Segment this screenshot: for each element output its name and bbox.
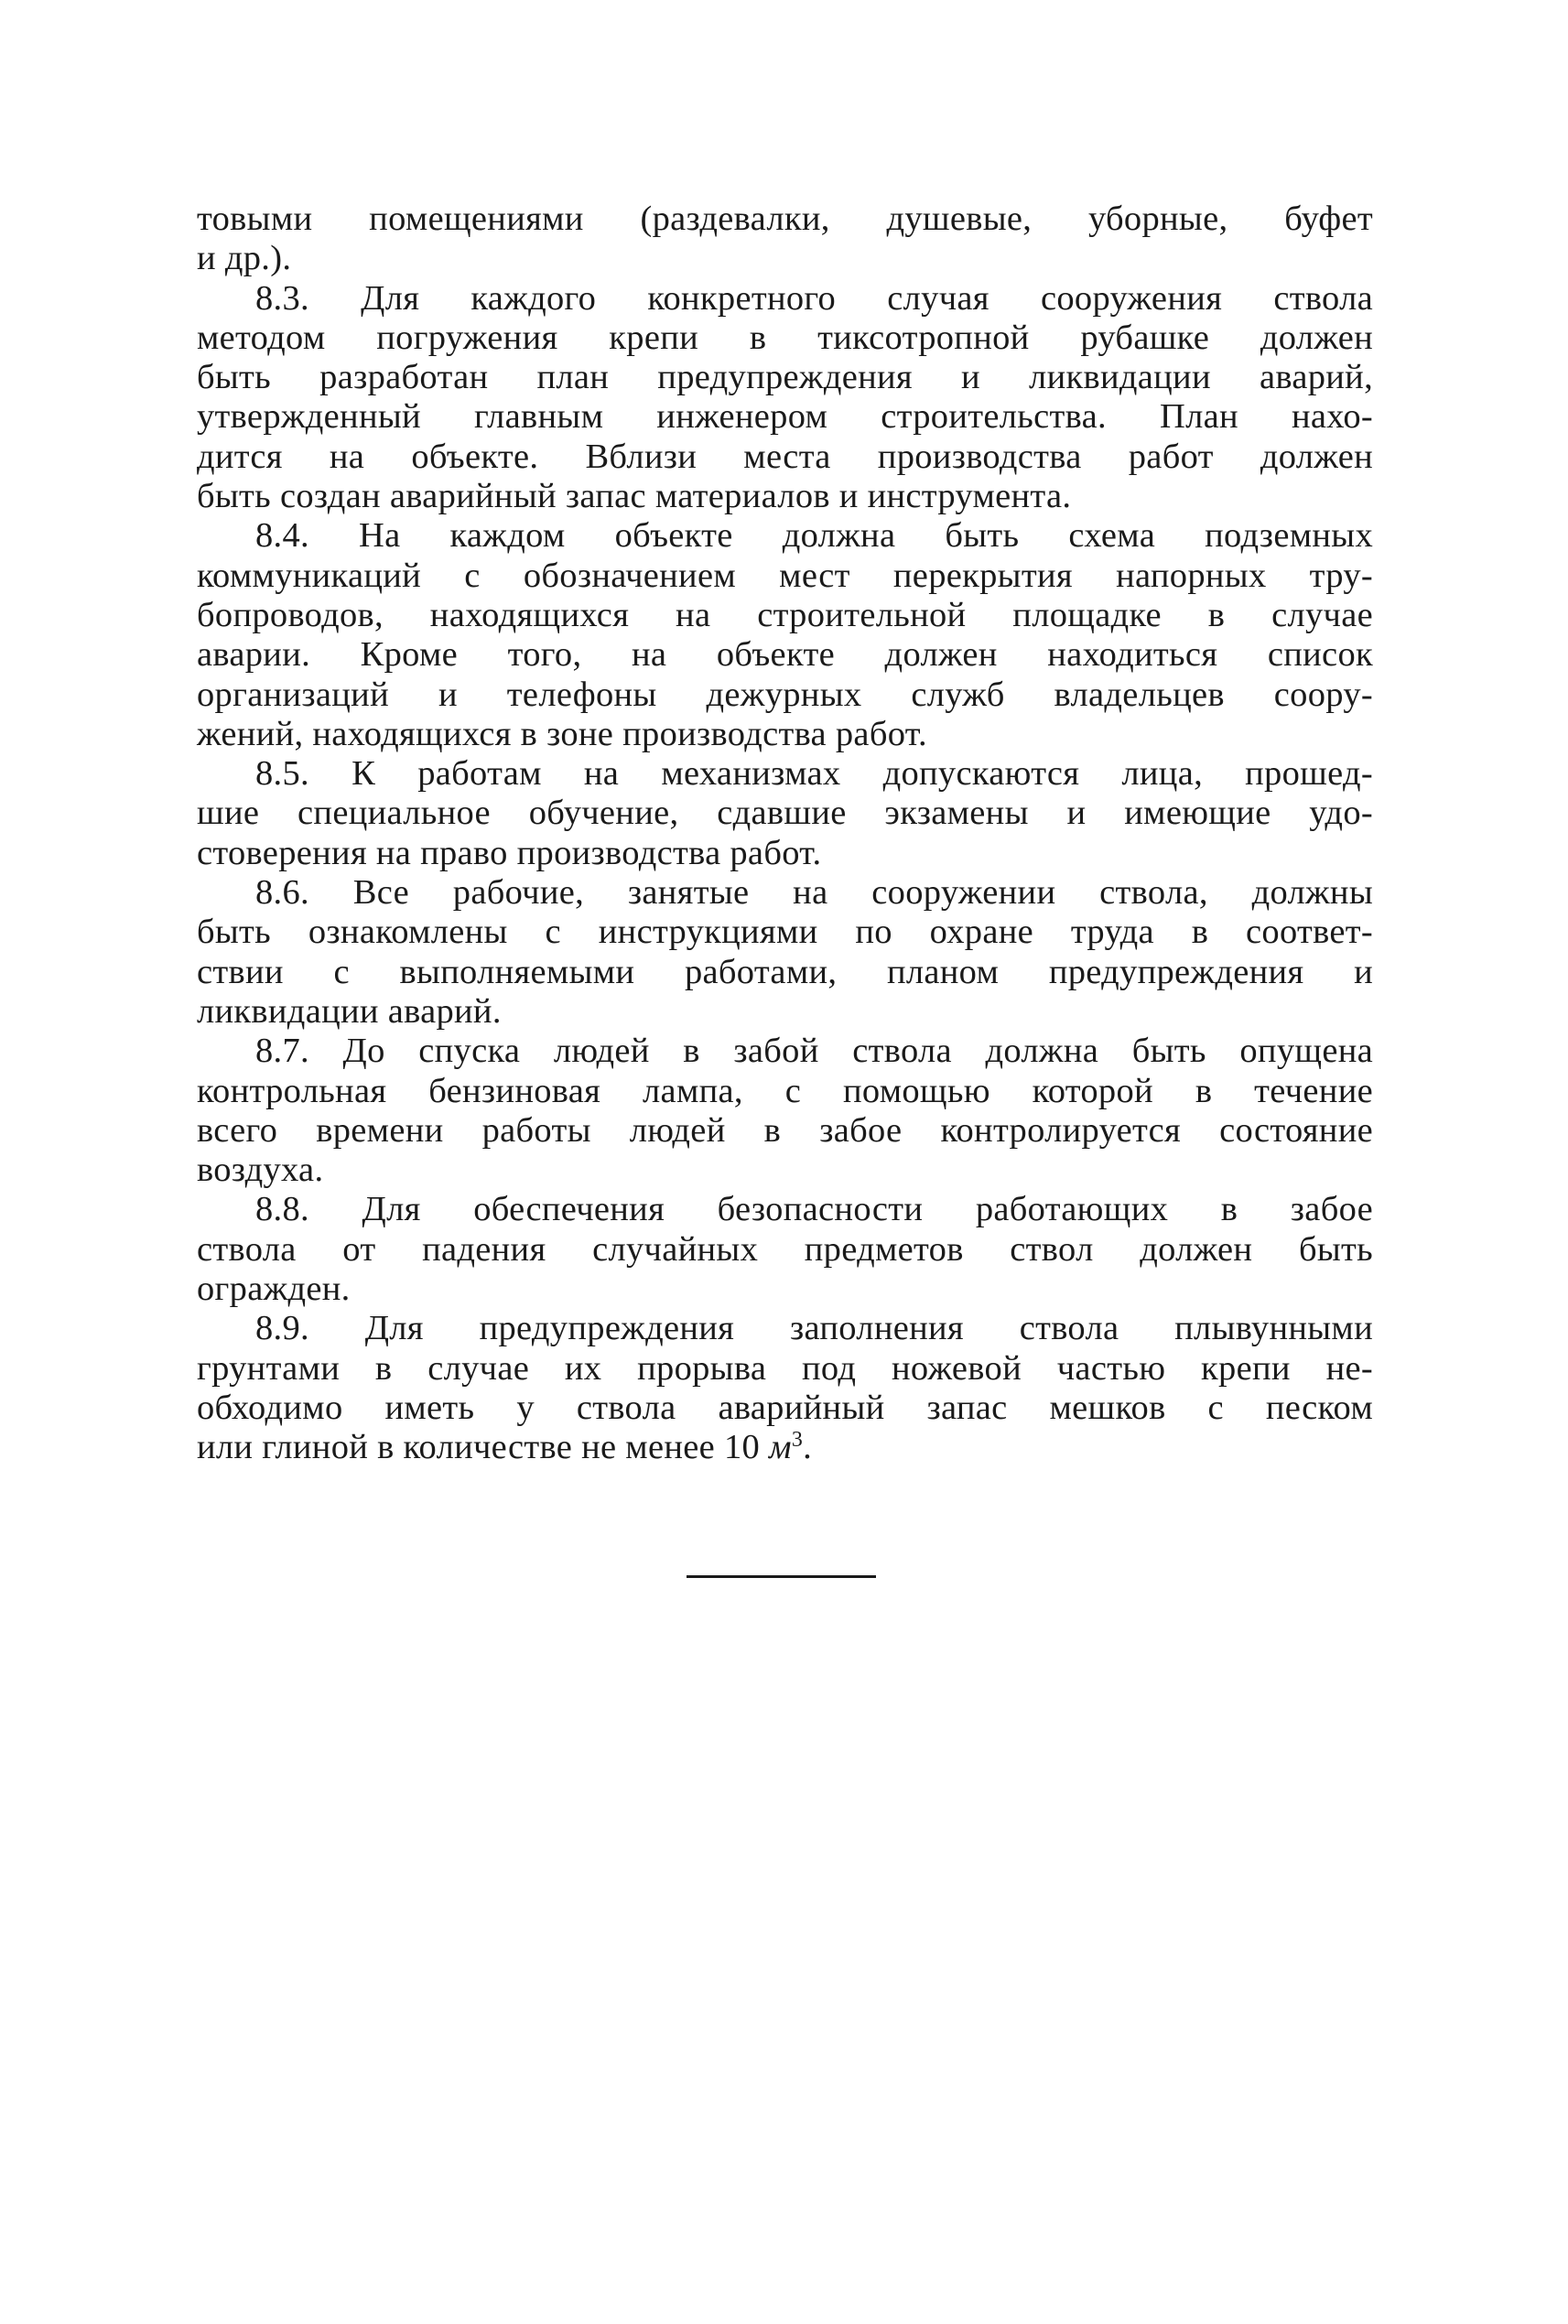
text-line: шие специальное обучение, сдавшие экзамены и имеющие удо-: [197, 794, 1373, 833]
paragraph-8-7: [197, 1032, 1373, 1190]
text-line: 8.9. Для предупреждения заполнения ствола плывунными: [255, 1309, 1373, 1348]
text-line: 8.6. Все рабочие, занятые на сооружении ствола, должны: [255, 873, 1373, 913]
text-line: 8.5. К работам на механизмах допускаются лица, прошед-: [255, 754, 1373, 794]
final-text: или глиной в количестве не менее 10: [197, 1428, 769, 1467]
text-line: обходимо иметь у ствола аварийный запас мешков с песком: [197, 1388, 1373, 1427]
text-line: организаций и телефоны дежурных служб владельцев соору-: [197, 675, 1373, 714]
text-line: быть ознакомлены с инструкциями по охране труда в соответ-: [197, 913, 1373, 952]
section-end-rule: [687, 1575, 876, 1578]
text-line: 8.8. Для обеспечения безопасности работающих в забое: [255, 1190, 1373, 1229]
text-line: контрольная бензиновая лампа, с помощью которой в течение: [197, 1071, 1373, 1110]
final-period: .: [803, 1428, 813, 1467]
text-line: методом погружения крепи в тиксотропной рубашке должен: [197, 318, 1373, 357]
text-line: 8.4. На каждом объекте должна быть схема подземных: [255, 516, 1373, 556]
text-line: коммуникаций с обозначением мест перекрытия напорных тру-: [197, 556, 1373, 595]
document-page: [197, 200, 1373, 1468]
text-line: огражден.: [197, 1270, 351, 1309]
text-line: и др.).: [197, 239, 292, 278]
paragraph-8-5: [197, 754, 1373, 873]
text-line: утвержденный главным инженером строительства. План нахо-: [197, 397, 1373, 437]
text-line: бопроводов, находящихся на строительной площадке в случае: [197, 595, 1373, 634]
text-line: быть создан аварийный запас материалов и инструмента.: [197, 477, 1072, 516]
paragraph-8-3: [197, 279, 1373, 517]
text-line: ствии с выполняемыми работами, планом предупреждения и: [197, 952, 1373, 991]
text-line: стоверения на право производства работ.: [197, 833, 822, 872]
text-line: воздуха.: [197, 1151, 324, 1190]
text-line: 8.7. До спуска людей в забой ствола должна быть опущена: [255, 1032, 1373, 1071]
paragraph-8-4: [197, 516, 1373, 754]
text-line: дится на объекте. Вблизи места производства работ должен: [197, 437, 1373, 476]
paragraph-8-6: [197, 873, 1373, 1032]
text-line: аварии. Кроме того, на объекте должен находиться список: [197, 635, 1373, 675]
text-line: грунтами в случае их прорыва под ножевой частью крепи не-: [197, 1348, 1373, 1388]
paragraph-continuation: [197, 200, 1373, 279]
text-line: быть разработан план предупреждения и ликвидации аварий,: [197, 358, 1373, 397]
text-line: 8.3. Для каждого конкретного случая сооружения ствола: [255, 278, 1373, 318]
paragraph-8-9: [197, 1309, 1373, 1467]
text-line-final: [197, 1428, 1373, 1467]
unit-meter: м: [768, 1428, 792, 1467]
text-line: ствола от падения случайных предметов ствол должен быть: [197, 1229, 1373, 1269]
text-line: всего времени работы людей в забое контролируется состояние: [197, 1110, 1373, 1150]
text-line: жений, находящихся в зоне производства работ.: [197, 714, 927, 753]
paragraph-8-8: [197, 1190, 1373, 1309]
text-line: ликвидации аварий.: [197, 991, 502, 1031]
unit-superscript: 3: [791, 1428, 804, 1453]
text-line: товыми помещениями (раздевалки, душевые, уборные, буфет: [197, 200, 1373, 238]
